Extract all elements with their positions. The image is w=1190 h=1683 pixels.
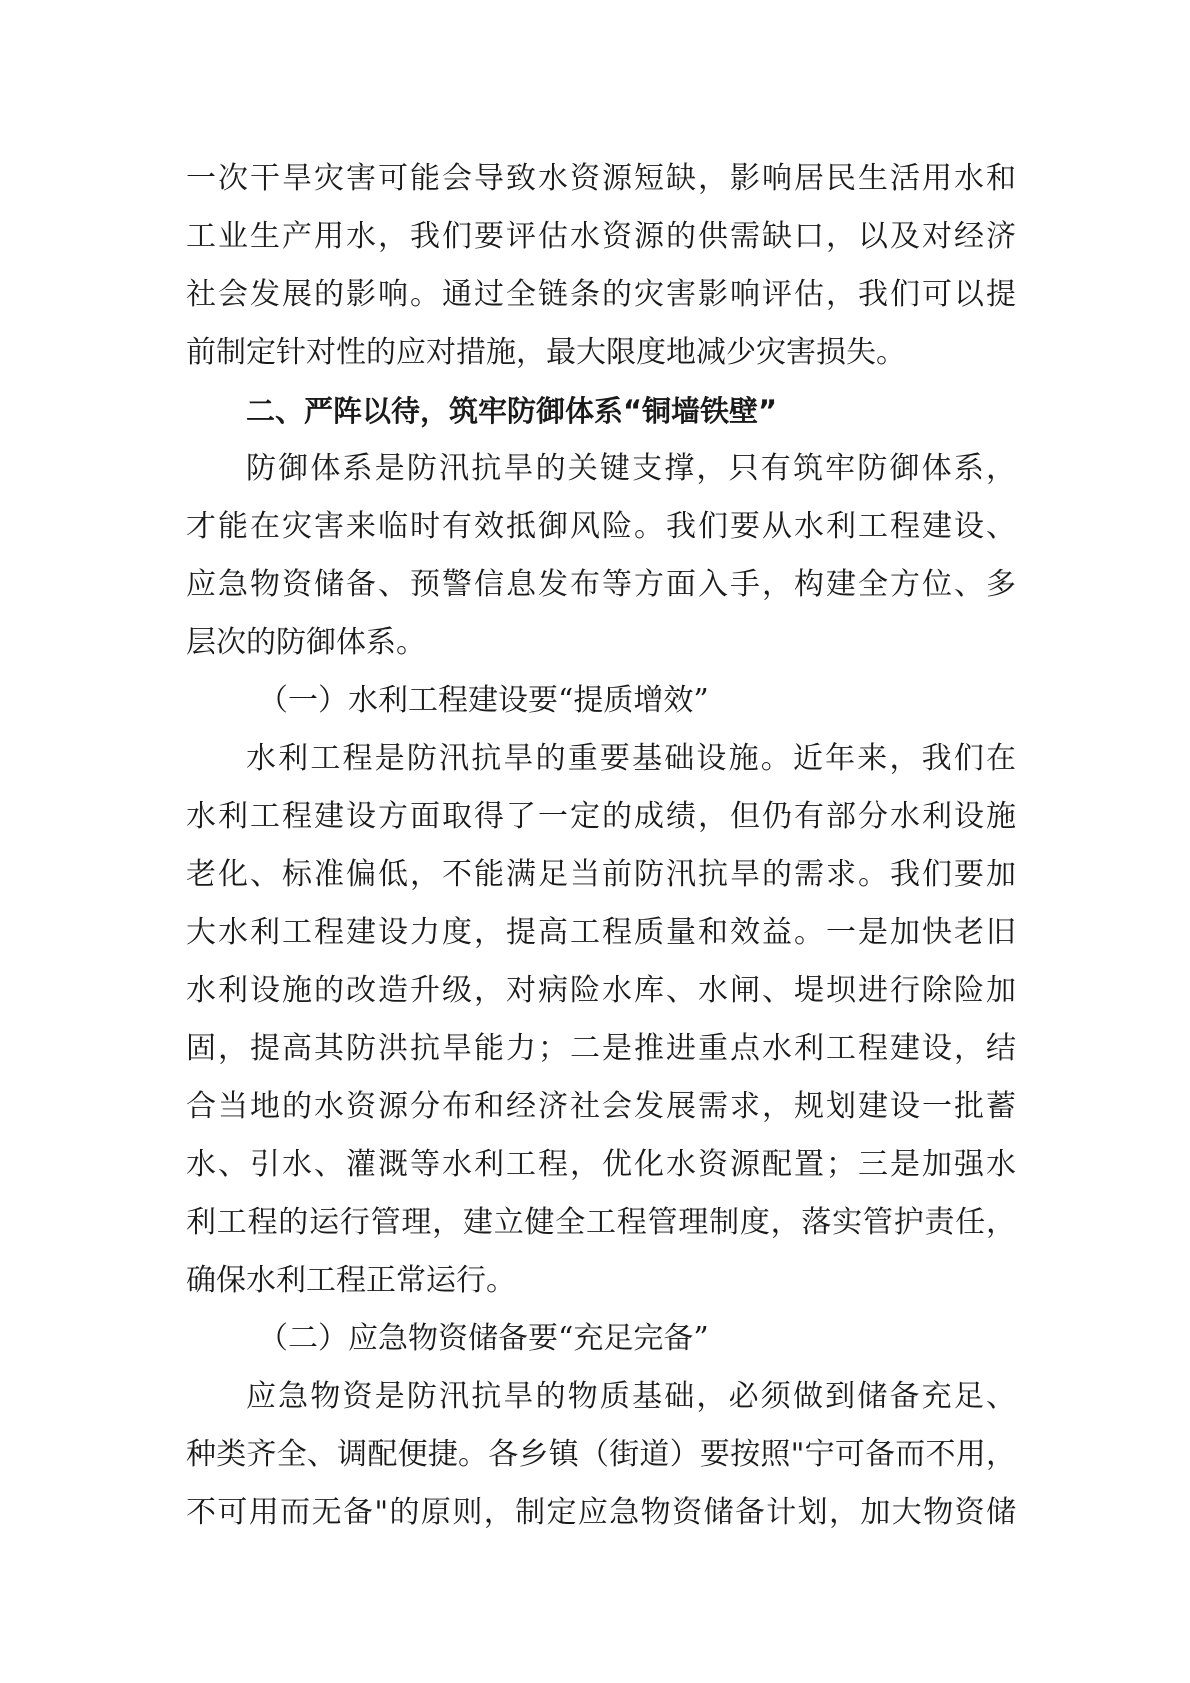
text-line: 大水利工程建设力度，提高工程质量和效益。一是加快老旧 — [186, 915, 1016, 950]
text-line: 防御体系是防汛抗旱的关键支撑，只有筑牢防御体系， — [246, 451, 1016, 486]
text-line: 应急物资储备、预警信息发布等方面入手，构建全方位、多 — [186, 567, 1016, 602]
text-line: 利工程的运行管理，建立健全工程管理制度，落实管护责任， — [186, 1205, 1016, 1240]
text-line: 前制定针对性的应对措施，最大限度地减少灾害损失。 — [186, 335, 906, 370]
text-line: 不可用而无备"的原则，制定应急物资储备计划，加大物资储 — [186, 1495, 1016, 1530]
paragraph — [186, 440, 1016, 672]
text-line: 合当地的水资源分布和经济社会发展需求，规划建设一批蓄 — [186, 1089, 1016, 1124]
paragraph — [186, 1368, 1016, 1542]
text-line: 层次的防御体系。 — [186, 625, 426, 660]
paragraph-continued — [186, 150, 1016, 382]
text-line: 工业生产用水，我们要评估水资源的供需缺口，以及对经济 — [186, 219, 1016, 254]
text-line: 固，提高其防洪抗旱能力；二是推进重点水利工程建设，结 — [186, 1031, 1016, 1066]
text-line: 应急物资是防汛抗旱的物质基础，必须做到储备充足、 — [246, 1379, 1016, 1414]
text-line: 社会发展的影响。通过全链条的灾害影响评估，我们可以提 — [186, 277, 1016, 312]
text-line: 老化、标准偏低，不能满足当前防汛抗旱的需求。我们要加 — [186, 857, 1016, 892]
paragraph — [186, 730, 1016, 1310]
document-body — [186, 150, 1016, 1542]
text-line: 一次干旱灾害可能会导致水资源短缺，影响居民生活用水和 — [186, 161, 1016, 196]
text-line: 水利设施的改造升级，对病险水库、水闸、堤坝进行除险加 — [186, 973, 1016, 1008]
text-line: 水利工程建设方面取得了一定的成绩，但仍有部分水利设施 — [186, 799, 1016, 834]
text-line: 种类齐全、调配便捷。各乡镇（街道）要按照"宁可备而不用， — [186, 1437, 1016, 1472]
section-heading: 二、严阵以待，筑牢防御体系“铜墙铁壁” — [246, 394, 778, 428]
text-line: 水利工程是防汛抗旱的重要基础设施。近年来，我们在 — [246, 741, 1016, 776]
text-line: 水、引水、灌溉等水利工程，优化水资源配置；三是加强水 — [186, 1147, 1016, 1182]
text-line: 确保水利工程正常运行。 — [186, 1263, 516, 1298]
text-line: 才能在灾害来临时有效抵御风险。我们要从水利工程建设、 — [186, 509, 1016, 544]
subsection-heading: （二）应急物资储备要“充足完备” — [258, 1321, 709, 1356]
subsection-heading: （一）水利工程建设要“提质增效” — [258, 683, 709, 718]
